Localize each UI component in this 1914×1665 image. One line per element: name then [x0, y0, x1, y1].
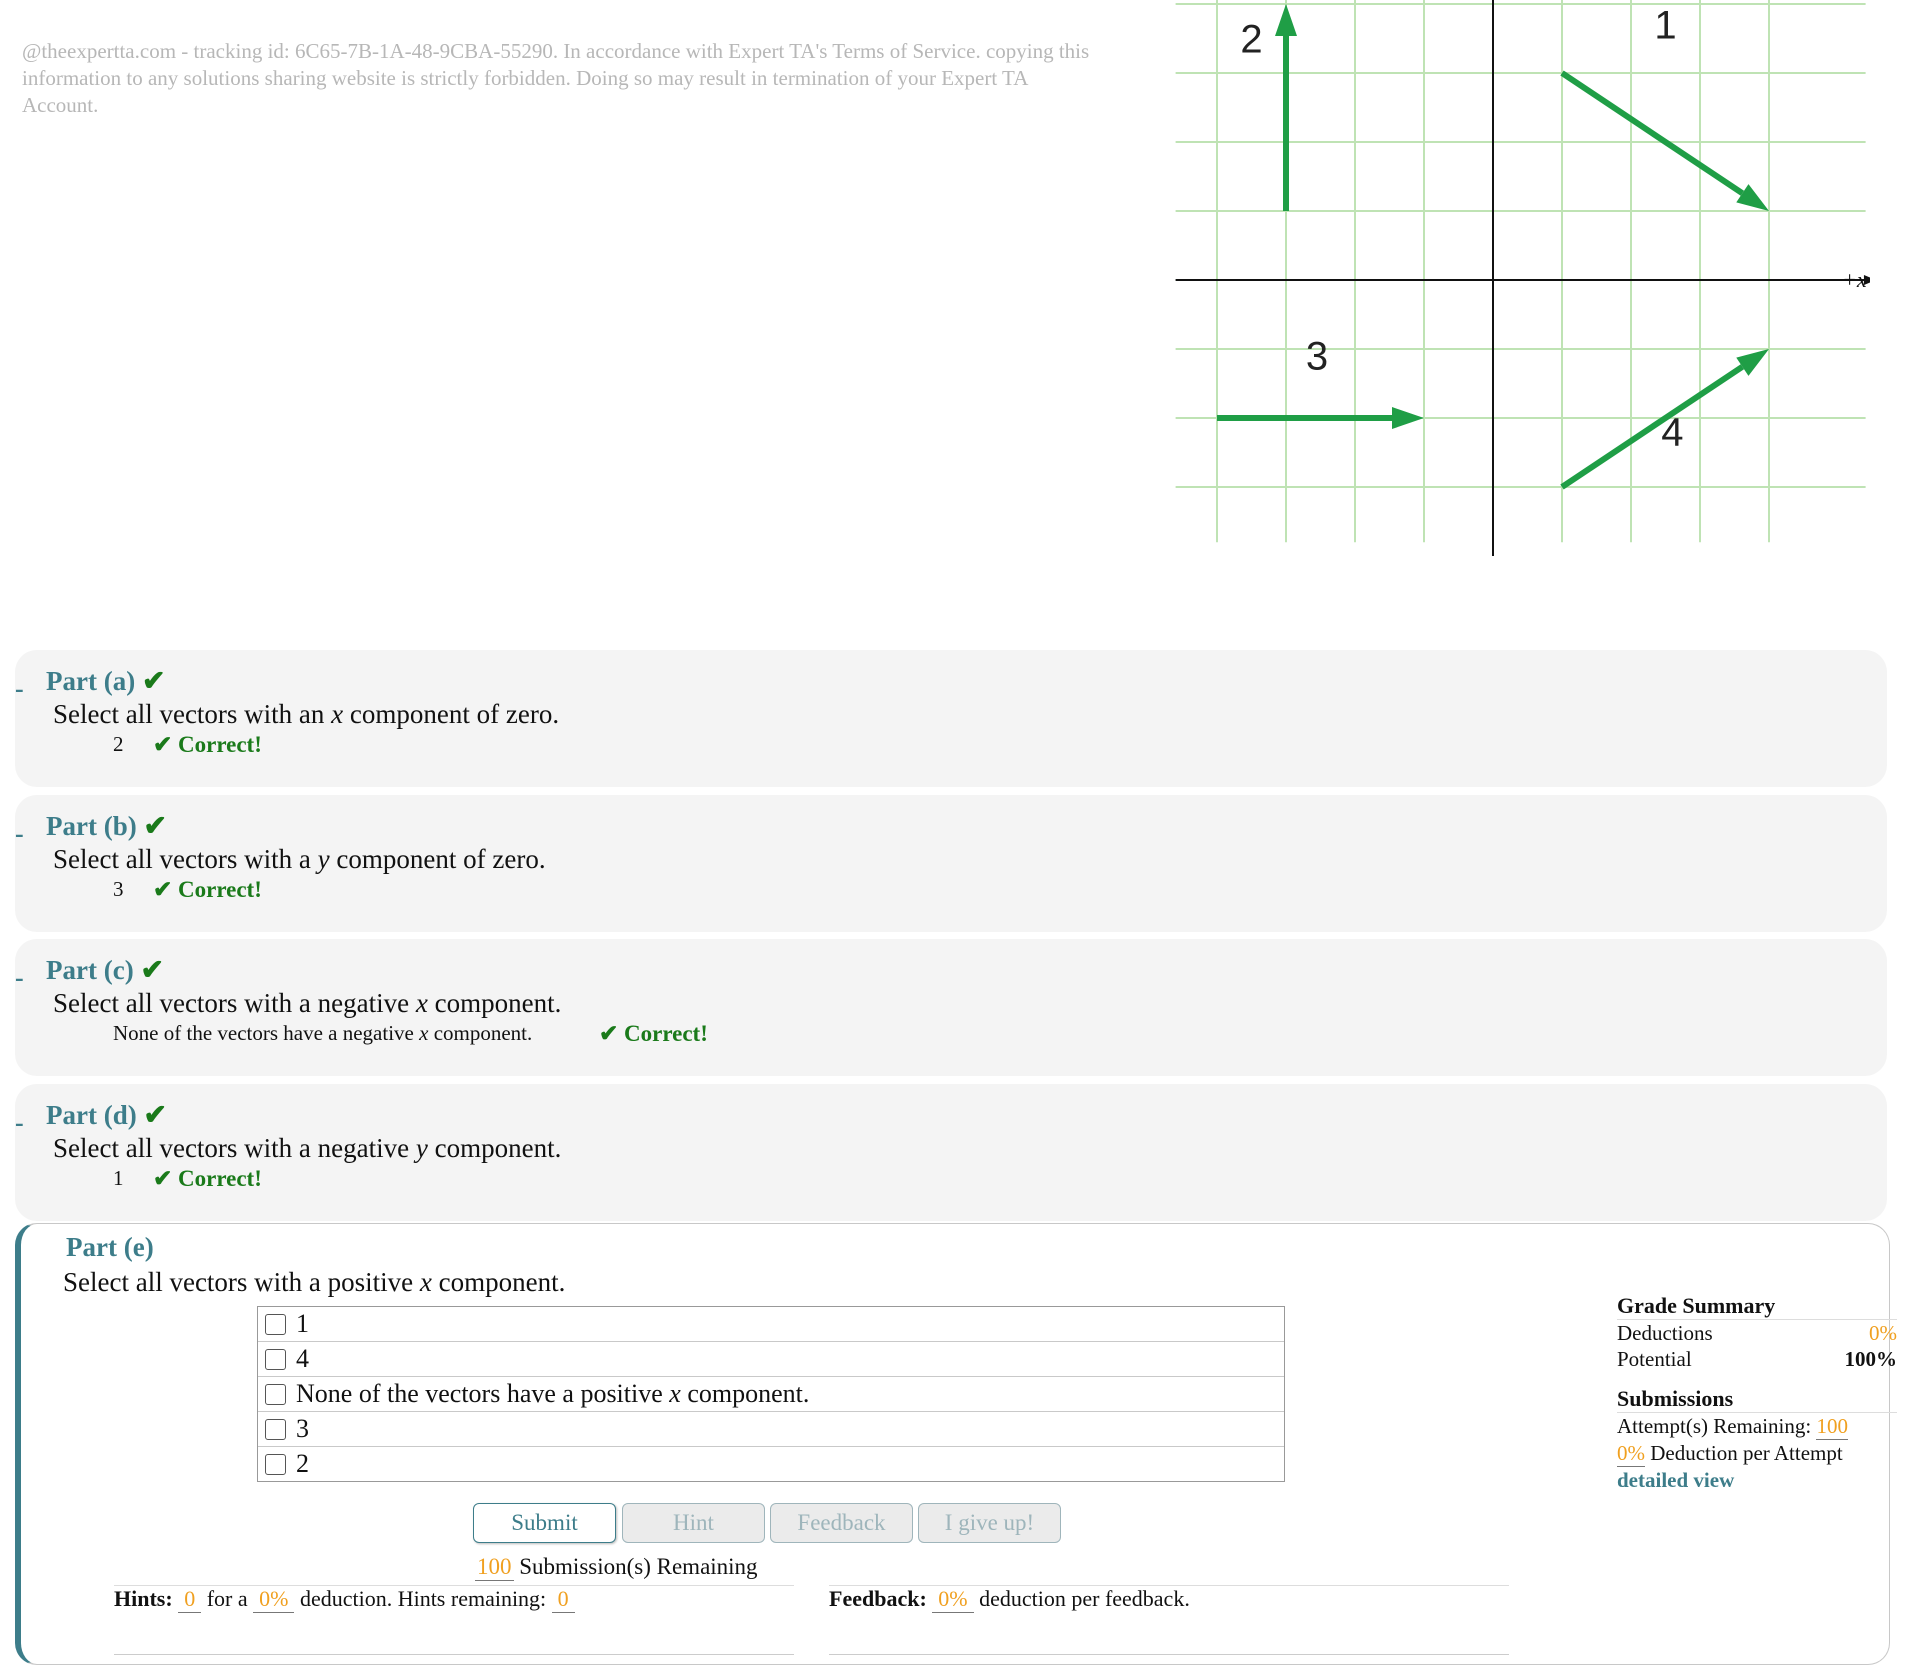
collapse-toggle[interactable]: -: [15, 819, 24, 848]
check-icon: ✔: [143, 1100, 167, 1131]
part-e-title: Part (e): [66, 1232, 154, 1262]
grade-summary-title: Grade Summary: [1617, 1293, 1897, 1320]
collapse-toggle[interactable]: -: [15, 963, 24, 992]
hint-button[interactable]: Hint: [622, 1503, 765, 1543]
checkbox[interactable]: [265, 1349, 286, 1370]
figure-axes: [1176, 0, 1870, 556]
vector-figure: [1160, 0, 1870, 620]
vector-4-shaft: [1562, 367, 1742, 487]
option-4[interactable]: 4: [258, 1342, 1284, 1377]
part-a-title[interactable]: Part (a) ✔: [46, 666, 166, 697]
feedback-info: Feedback: 0% deduction per feedback.: [829, 1585, 1509, 1613]
part-b-title[interactable]: Part (b) ✔: [46, 811, 167, 842]
divider: [829, 1654, 1509, 1655]
submissions-remaining: 100 Submission(s) Remaining: [477, 1554, 758, 1579]
vector-1-head: [1736, 184, 1769, 211]
part-d-status: ✔ Correct!: [153, 1166, 262, 1191]
part-c-panel: [15, 939, 1887, 1076]
vector-4-label: 4: [1661, 410, 1684, 455]
feedback-button[interactable]: Feedback: [770, 1503, 913, 1543]
checkbox[interactable]: [265, 1419, 286, 1440]
check-icon: ✔: [140, 955, 164, 986]
submit-button[interactable]: Submit: [473, 1503, 616, 1543]
part-c-title[interactable]: Part (c) ✔: [46, 955, 164, 986]
part-b-answer: 3: [113, 877, 124, 901]
collapse-toggle[interactable]: -: [15, 674, 24, 703]
part-e-question: Select all vectors with a positive x component.: [63, 1267, 566, 1297]
submissions-title: Submissions: [1617, 1386, 1897, 1413]
vector-2-head: [1275, 4, 1297, 36]
deduction-per-attempt: 0% Deduction per Attempt: [1617, 1441, 1843, 1465]
vector-3-label: 3: [1305, 334, 1329, 379]
option-2[interactable]: 2: [258, 1447, 1284, 1481]
vector-4-head: [1736, 349, 1769, 376]
option-none[interactable]: None of the vectors have a positive x component.: [258, 1377, 1284, 1412]
checkbox[interactable]: [265, 1454, 286, 1475]
answer-options: [257, 1306, 1285, 1482]
part-d-question: Select all vectors with a negative y component.: [53, 1133, 562, 1163]
give-up-button[interactable]: I give up!: [918, 1503, 1061, 1543]
part-b-status: ✔ Correct!: [153, 877, 262, 902]
hints-info: Hints: 0 for a 0% deduction. Hints remaining: 0: [114, 1585, 794, 1613]
detailed-view-link[interactable]: detailed view: [1617, 1468, 1735, 1492]
vector-1-shaft: [1562, 73, 1742, 193]
part-c-question: Select all vectors with a negative x component.: [53, 988, 562, 1018]
part-b-question: Select all vectors with a y component of zero.: [53, 844, 546, 874]
divider: [114, 1654, 794, 1655]
option-1[interactable]: 1: [258, 1307, 1284, 1342]
check-icon: ✔: [143, 811, 167, 842]
part-c-status: ✔ Correct!: [599, 1021, 708, 1046]
tracking-watermark: @theexpertta.com - tracking id: 6C65-7B-1A-48-9CBA-55290. In accordance with Expert TA's Terms of Service. copying this information to any solutions sharing website is strictly forbidden. Doing so may result in termination of your Expert TA Account.: [22, 39, 1090, 117]
part-a-panel: [15, 650, 1887, 787]
part-d-title[interactable]: Part (d) ✔: [46, 1100, 167, 1131]
check-icon: ✔: [141, 666, 166, 697]
checkbox[interactable]: [265, 1314, 286, 1335]
checkbox[interactable]: [265, 1384, 286, 1405]
part-e-panel: [15, 1223, 1897, 1665]
part-c-answer: None of the vectors have a negative x component.: [113, 1021, 533, 1045]
part-d-answer: 1: [113, 1166, 124, 1190]
grade-summary: [1617, 1293, 1897, 1493]
part-a-question: Select all vectors with an x component of zero.: [53, 699, 560, 729]
potential-row: Potential 100%: [1617, 1347, 1897, 1371]
figure-grid: [1176, 0, 1866, 542]
collapse-toggle[interactable]: -: [15, 1108, 24, 1137]
deductions-row: Deductions 0%: [1617, 1321, 1897, 1345]
option-3[interactable]: 3: [258, 1412, 1284, 1447]
vector-3-head: [1392, 407, 1424, 429]
attempts-remaining: Attempt(s) Remaining: 100: [1617, 1414, 1848, 1438]
part-d-panel: [15, 1084, 1887, 1221]
part-a-status: ✔ Correct!: [153, 732, 262, 757]
vector-1-label: 1: [1654, 3, 1677, 48]
part-b-panel: [15, 795, 1887, 932]
vector-2-label: 2: [1240, 17, 1263, 62]
part-a-answer: 2: [113, 732, 124, 756]
x-axis-label: +x: [1842, 267, 1867, 292]
